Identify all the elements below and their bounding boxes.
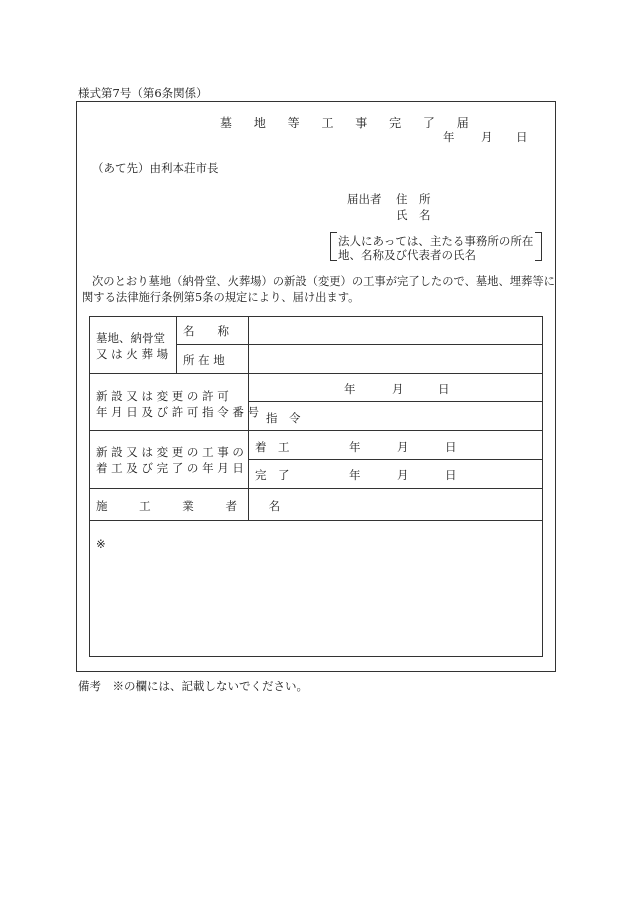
work-label-line1: 新 設 又 は 変 更 の 工 事 の (96, 445, 244, 459)
start-date-day: 日 (445, 440, 457, 454)
corp-note-line1: 法人にあっては、主たる事務所の所在 (338, 234, 534, 248)
permit-date-month: 月 (392, 382, 404, 396)
name-label: 氏 名 (396, 208, 431, 222)
permit-label-line2: 年 月 日 及 び 許 可 指 令 番 号 (96, 405, 260, 419)
table-divider (89, 430, 543, 431)
table-divider (176, 344, 543, 345)
remark: 備考 ※の欄には、記載しないでください。 (78, 679, 308, 693)
complete-date-day: 日 (445, 468, 457, 482)
table-divider (89, 520, 543, 521)
note-mark: ※ (96, 537, 106, 551)
contractor-label: 施 工 業 者 名 (96, 499, 295, 513)
complete-date-month: 月 (397, 468, 409, 482)
table-divider (89, 488, 543, 489)
form-title: 墓 地 等 工 事 完 了 届 (220, 116, 478, 130)
applicant-label: 届出者 (347, 192, 382, 206)
facility-label-line2: 又 は 火 葬 場 (96, 347, 169, 361)
bracket-left (330, 232, 337, 261)
permit-date-day: 日 (438, 382, 450, 396)
facility-name-label: 名 称 (183, 324, 229, 338)
start-date-year: 年 (349, 440, 361, 454)
body-text-line1: 次のとおり墓地（納骨堂、火葬場）の新設（変更）の工事が完了したので、墓地、埋葬等に (92, 275, 555, 288)
complete-label: 完 了 (255, 468, 290, 482)
complete-date-year: 年 (349, 468, 361, 482)
form-date-day: 日 (516, 130, 528, 144)
form-date-year: 年 (443, 130, 455, 144)
bracket-right (535, 232, 542, 261)
table-divider (89, 373, 543, 374)
corp-note-line2: 地、名称及び代表者の氏名 (338, 248, 476, 262)
address-label: 住 所 (396, 192, 431, 206)
start-date-month: 月 (397, 440, 409, 454)
facility-label-line1: 墓地、納骨堂 (96, 331, 165, 345)
start-label: 着 工 (255, 440, 290, 454)
facility-location-label: 所 在 地 (183, 353, 225, 367)
permit-label-line1: 新 設 又 は 変 更 の 許 可 (96, 389, 229, 403)
record-table (89, 316, 543, 657)
table-divider (248, 401, 543, 402)
addressee: （あて先）由利本荘市長 (92, 161, 219, 175)
permit-date-year: 年 (344, 382, 356, 396)
form-date-month: 月 (481, 130, 493, 144)
body-text-line2: 関する法律施行条例第5条の規定により、届け出ます。 (82, 291, 360, 304)
table-divider (248, 459, 543, 460)
permit-order-label: 指 令 (266, 411, 301, 425)
work-label-line2: 着 工 及 び 完 了 の 年 月 日 (96, 461, 244, 475)
form-number: 様式第7号（第6条関係） (78, 86, 208, 100)
